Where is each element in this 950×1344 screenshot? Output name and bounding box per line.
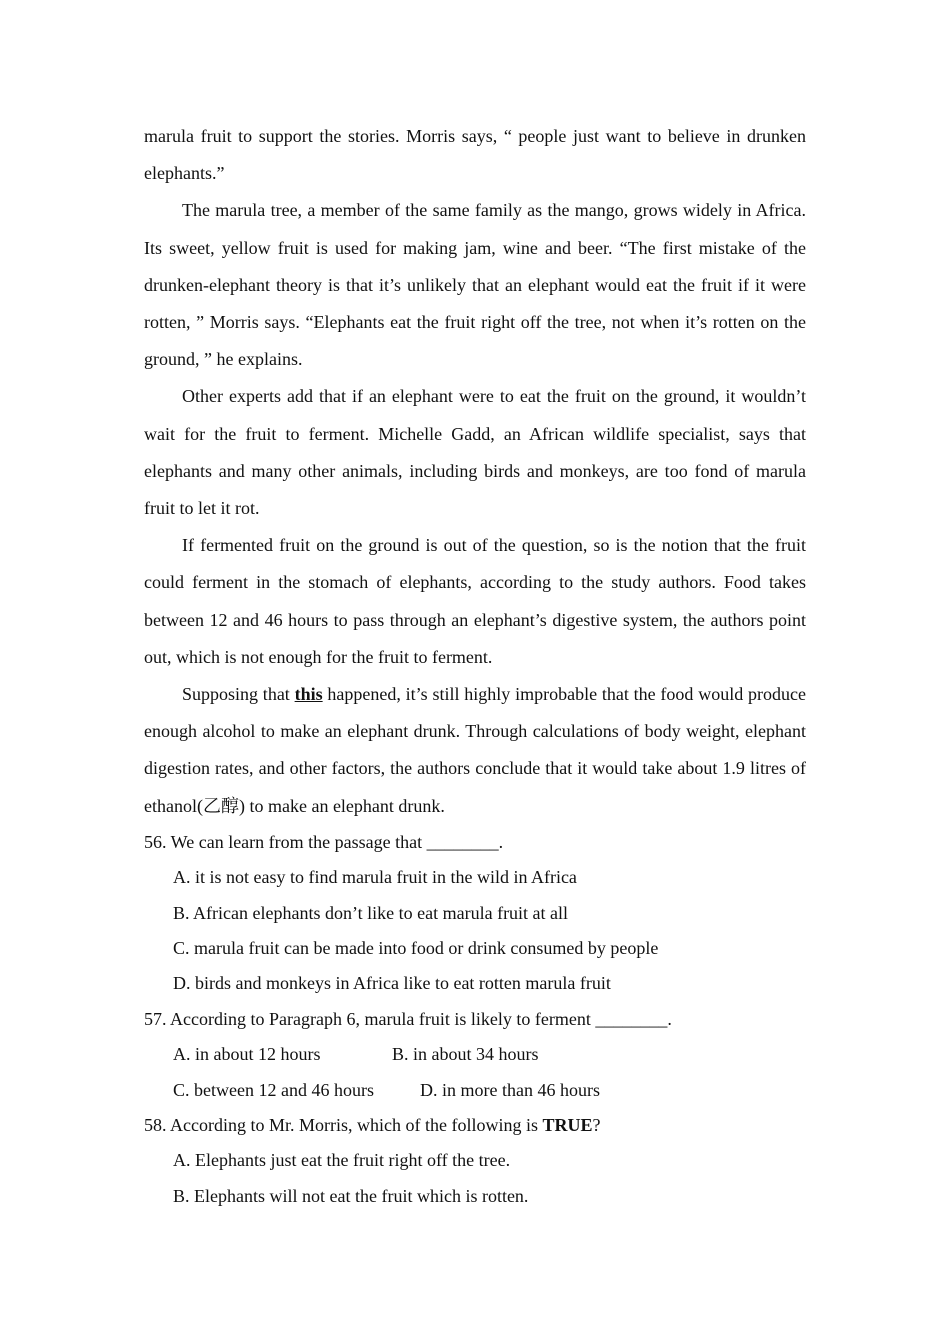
question-58-option-b: B. Elephants will not eat the fruit which is rotten. — [173, 1185, 529, 1206]
question-56-option-d: D. birds and monkeys in Africa like to eat rotten marula fruit — [173, 973, 611, 994]
question-58 — [144, 1108, 806, 1214]
question-57-option-b: B. in about 34 hours — [392, 1044, 539, 1065]
question-57-options-row-1 — [144, 1037, 806, 1072]
question-56-option-b: B. African elephants don’t like to eat marula fruit at all — [173, 902, 569, 923]
paragraph-5-text-after: happened, it’s still highly improbable that the food would produce enough alcohol to make an elephant drunk. Through calculations of body weight, elephant digestion rates, and other factors, the authors conclude that it would take about 1.9 litres of ethanol(乙醇) to make an elephant drunk. — [144, 684, 806, 816]
passage-paragraph-4: If fermented fruit on the ground is out of the question, so is the notion that the fruit could ferment in the stomach of elephants, according to the study authors. Food takes between 12 and 46 hours to pass through an elephant’s digestive system, the authors point out, which is not enough for the fruit to ferment. — [144, 535, 806, 667]
question-56-stem: 56. We can learn from the passage that ________. — [144, 831, 504, 852]
question-56-option-a: A. it is not easy to find marula fruit in the wild in Africa — [173, 867, 577, 888]
question-58-stem-after: ? — [592, 1114, 601, 1135]
passage-paragraph-5 — [144, 676, 806, 825]
passage-paragraph-3: Other experts add that if an elephant were to eat the fruit on the ground, it wouldn’t wait for the fruit to ferment. Michelle Gadd, an African wildlife specialist, says that elephants and many other animals, including birds and monkeys, are too fond of marula fruit to let it rot. — [144, 386, 806, 519]
question-57 — [144, 1002, 806, 1108]
question-57-options-row-2 — [144, 1073, 806, 1108]
question-56 — [144, 825, 806, 1002]
passage-paragraph-2: The marula tree, a member of the same family as the mango, grows widely in Africa. Its sweet, yellow fruit is used for making jam, wine and beer. “The first mistake of the drunken-elephant theory is that it’s unlikely that an elephant would eat the fruit if it were rotten, ” Morris says. “Elephants eat the fruit right off the tree, not when it’s rotten on the ground, ” he explains. — [144, 200, 806, 370]
passage-paragraph-1: marula fruit to support the stories. Morris says, “ people just want to believe in drunken elephants.” — [144, 126, 806, 184]
question-57-stem: 57. According to Paragraph 6, marula fruit is likely to ferment ________. — [144, 1008, 672, 1029]
question-58-option-a: A. Elephants just eat the fruit right off the tree. — [173, 1150, 511, 1171]
paragraph-5-text-before: Supposing that — [182, 684, 295, 705]
question-58-stem — [144, 1108, 806, 1143]
question-57-option-d: D. in more than 46 hours — [420, 1079, 600, 1100]
question-57-option-a: A. in about 12 hours — [173, 1044, 321, 1065]
question-58-stem-before: 58. According to Mr. Morris, which of the following is — [144, 1114, 543, 1135]
emphasized-word-true: TRUE — [542, 1114, 593, 1135]
exam-page — [144, 118, 806, 1214]
question-56-option-c: C. marula fruit can be made into food or drink consumed by people — [173, 938, 659, 959]
emphasized-word-this: this — [294, 684, 323, 705]
question-57-option-c: C. between 12 and 46 hours — [173, 1079, 374, 1100]
